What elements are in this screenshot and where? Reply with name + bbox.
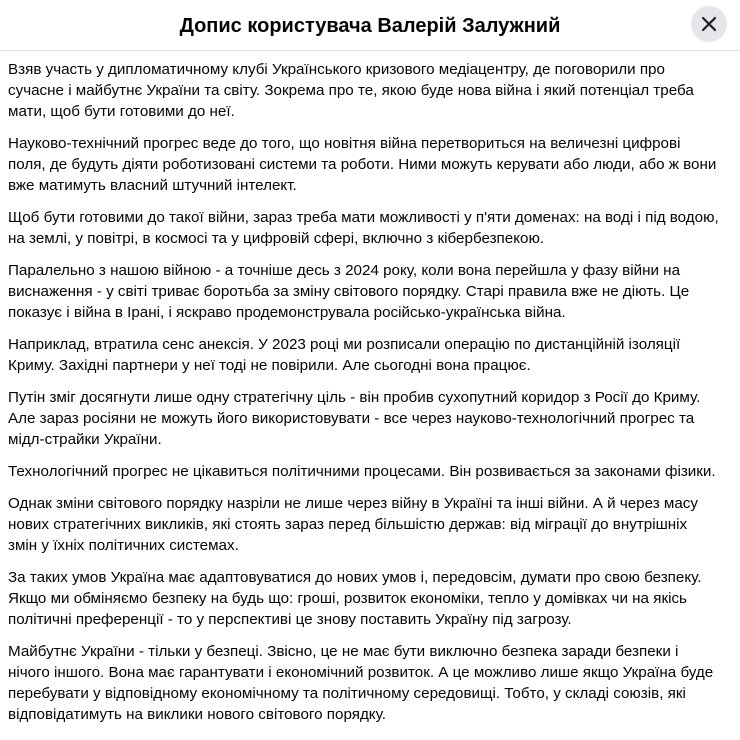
post-paragraph: Паралельно з нашою війною - а точніше десь з 2024 року, коли вона перейшла у фазу війни на виснаження - у світі триває боротьба за зміну світового порядку. Старі правила вже не діють. Це показує і війна в Ірані, і яскраво продемонструвала російсько-українська війна. [8, 262, 690, 321]
post-paragraph: Путін зміг досягнути лише одну стратегічну ціль - він пробив сухопутний коридор з Росії до Криму. Але зараз росіяни не можуть його використовувати - все через науково-технологічний прогрес та мідл-страйки України. [8, 389, 701, 448]
post-paragraph: Майбутнє України - тільки у безпеці. Звісно, це не має бути виключно безпека заради безпеки і нічого іншого. Вона має гарантувати і економічний розвиток. А це можливо лише якщо Україна буде перебувати у відповідному економічному та політичному середовищі. Тобто, у складі союзів, які відповідатимуть на виклики нового світового порядку. [8, 643, 714, 723]
post-paragraph: Щоб бути готовими до такої війни, зараз треба мати можливості у п'яти доменах: на воді і під водою, на землі, у повітрі, в космосі та у цифровій сфері, включно з кібербезпекою. [8, 209, 719, 247]
post-body [0, 51, 740, 725]
post-paragraph: Наприклад, втратила сенс анексія. У 2023 році ми розписали операцію по дистанційній ізоляції Криму. Західні партнери у неї тоді не повірили. Але сьогодні вона працює. [8, 336, 681, 374]
post-paragraph: Взяв участь у дипломатичному клубі Українського кризового медіацентру, де поговорили про сучасне і майбутнє України та світу. Зокрема про те, якою буде нова війна і який потенціал треба мати, щоб бути готовими до неї. [8, 61, 694, 120]
close-icon [700, 15, 718, 33]
post-paragraph: Технологічний прогрес не цікавиться політичними процесами. Він розвивається за законами фізики. [8, 463, 716, 480]
post-paragraph: Однак зміни світового порядку назріли не лише через війну в Україні та інші війни. А й через масу нових стратегічних викликів, які стоять зараз перед більшістю держав: від міграції до внутрішніх змін у їхніх політичних системах. [8, 495, 698, 554]
post-paragraph: За таких умов Україна має адаптовуватися до нових умов і, передовсім, думати про свою безпеку. Якщо ми обміняємо безпеку на будь що: гроші, розвиток економіки, тепло у домівках чи на якісь політичні преференції - то у перспективі це знову поставить Україну під загрозу. [8, 569, 702, 628]
post-paragraph: Науково-технічний прогрес веде до того, що новітня війна перетвориться на величезні цифрові поля, де будуть діяти роботизовані системи та роботи. Ними можуть керувати або люди, або ж вони вже матимуть власний штучний інтелект. [8, 135, 717, 194]
dialog-header [0, 0, 740, 51]
close-button[interactable] [691, 6, 727, 42]
dialog-title: Допис користувача Валерій Залужний [179, 14, 561, 37]
